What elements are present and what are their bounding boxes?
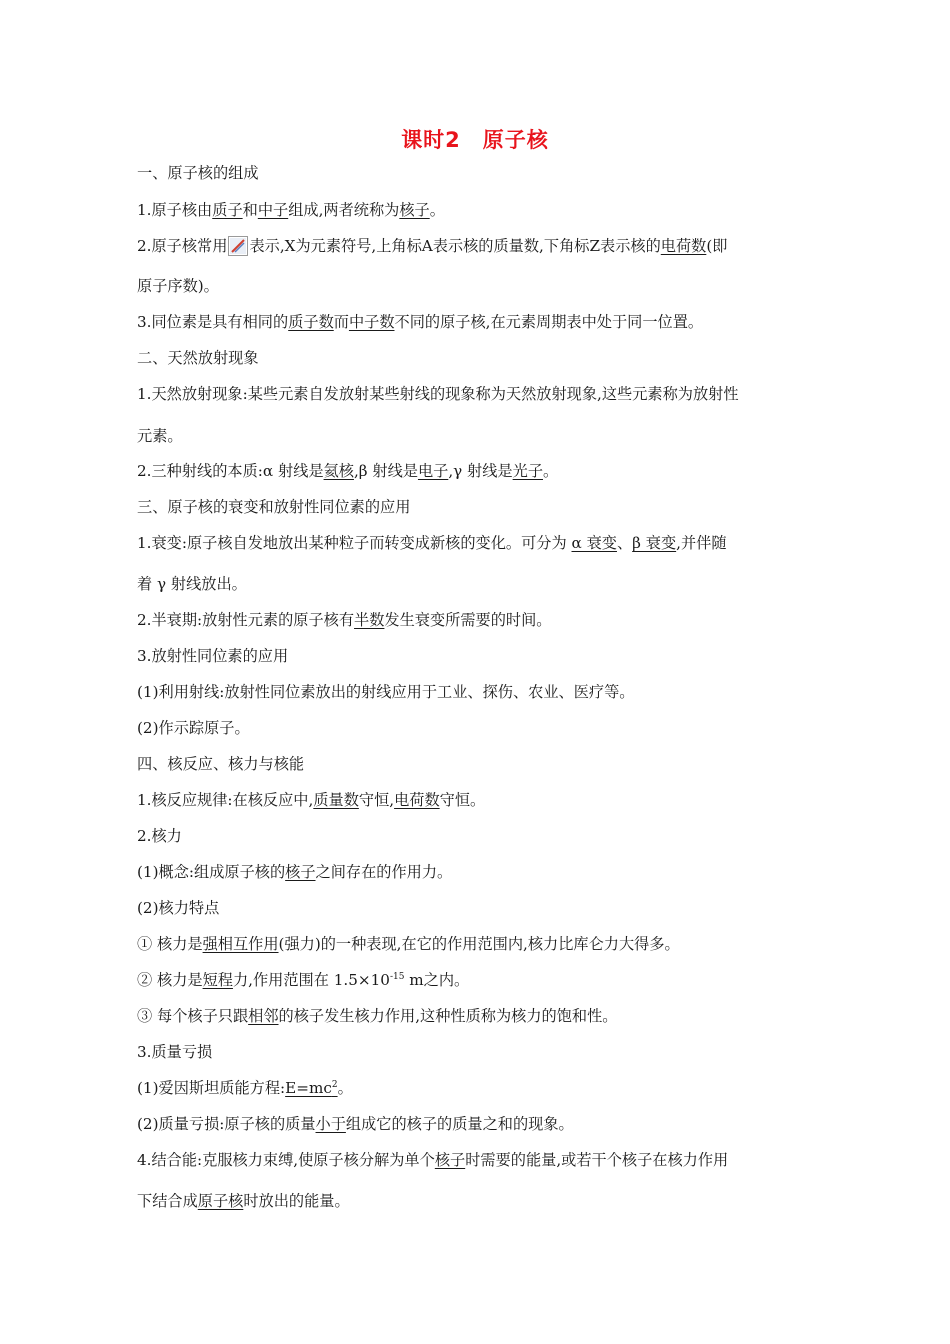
paragraph-reaction-law: 1.核反应规律:在核反应中,质量数守恒,电荷数守恒。	[137, 791, 486, 809]
paragraph-decay-cont: 着 γ 射线放出。	[137, 575, 247, 593]
paragraph-nucleus-notation-cont: 原子序数)。	[137, 277, 219, 295]
paragraph-einstein-equation: (1)爱因斯坦质能方程$:E=mc^2$。	[137, 1079, 353, 1097]
paragraph-nuclear-force: 2.核力	[137, 827, 182, 845]
paragraph-feature-short-range: ② 核力是短程力,作用范围在 $1.5\times 10^{-15}$ m之内。	[137, 971, 470, 989]
section-heading-decay: 三、原子核的衰变和放射性同位素的应用	[137, 498, 411, 516]
section-heading-radioactivity: 二、天然放射现象	[137, 349, 259, 367]
section-heading-composition: 一、原子核的组成	[137, 164, 259, 182]
nuclide-symbol-icon	[228, 236, 248, 256]
section-heading-nuclear-reaction: 四、核反应、核力与核能	[137, 755, 305, 773]
paragraph-natural-radioactivity: 1.天然放射现象:某些元素自发放射某些射线的现象称为天然放射现象,这些元素称为放射性	[137, 385, 739, 403]
paragraph-binding-energy: 4.结合能:克服核力束缚,使原子核分解为单个核子时需要的能量,或若干个核子在核力作用	[137, 1151, 729, 1169]
paragraph-feature-saturation: ③ 每个核子只跟相邻的核子发生核力作用,这种性质称为核力的饱和性。	[137, 1007, 618, 1025]
paragraph-natural-radioactivity-cont: 元素。	[137, 427, 183, 445]
paragraph-use-rays: (1)利用射线:放射性同位素放出的射线应用于工业、探伤、农业、医疗等。	[137, 683, 635, 701]
paragraph-force-concept: (1)概念:组成原子核的核子之间存在的作用力。	[137, 863, 453, 881]
paragraph-isotope-application: 3.放射性同位素的应用	[137, 647, 289, 665]
paragraph-feature-strong: ① 核力是强相互作用(强力)的一种表现,在它的作用范围内,核力比库仑力大得多。	[137, 935, 680, 953]
paragraph-three-rays: 2.三种射线的本质:α 射线是氦核,β 射线是电子,γ 射线是光子。	[137, 462, 559, 480]
page-title: 课时2 原子核	[401, 128, 549, 152]
paragraph-mass-defect: 3.质量亏损	[137, 1043, 213, 1061]
paragraph-force-features: (2)核力特点	[137, 899, 220, 917]
paragraph-decay: 1.衰变:原子核自发地放出某种粒子而转变成新核的变化。可分为 α 衰变、β 衰变,并伴随	[137, 534, 727, 552]
paragraph-nucleus-composition: 1.原子核由质子和中子组成,两者统称为核子。	[137, 201, 445, 219]
paragraph-mass-defect-definition: (2)质量亏损:原子核的质量小于组成它的核子的质量之和的现象。	[137, 1115, 574, 1133]
paragraph-nucleus-notation: 2.原子核常用 表示,X为元素符号,上角标A表示核的质量数,下角标Z表示核的电荷数(即	[137, 237, 728, 255]
paragraph-binding-energy-cont: 下结合成原子核时放出的能量。	[137, 1192, 350, 1210]
paragraph-half-life: 2.半衰期:放射性元素的原子核有半数发生衰变所需要的时间。	[137, 611, 552, 629]
paragraph-isotope: 3.同位素是具有相同的质子数而中子数不同的原子核,在元素周期表中处于同一位置。	[137, 313, 704, 331]
paragraph-tracer: (2)作示踪原子。	[137, 719, 250, 737]
